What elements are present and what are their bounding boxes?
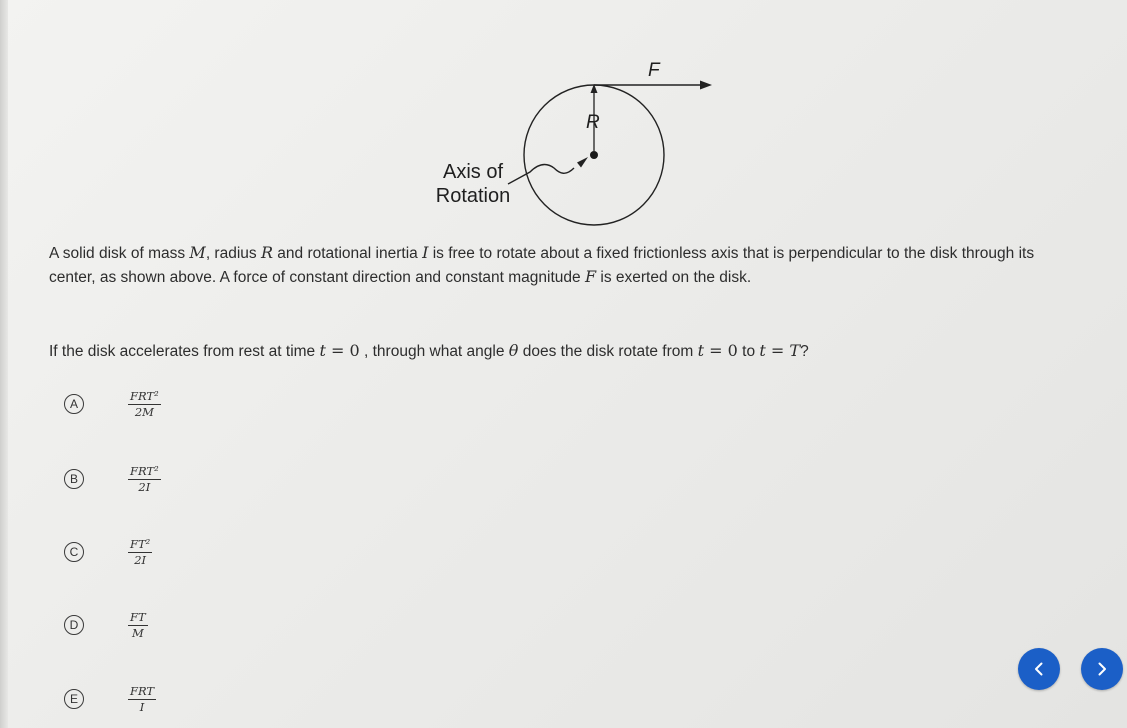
chevron-right-icon xyxy=(1094,661,1110,677)
answer-choice-b[interactable] xyxy=(64,459,284,499)
screen-bezel xyxy=(0,0,8,728)
choice-letter-bubble[interactable]: E xyxy=(64,689,84,709)
chevron-left-icon xyxy=(1031,661,1047,677)
formula-denominator: 2M xyxy=(134,404,154,419)
math-expression: = xyxy=(765,341,790,360)
choice-letter-bubble[interactable]: C xyxy=(64,542,84,562)
next-question-button[interactable] xyxy=(1081,648,1123,690)
axis-of-rotation-label xyxy=(430,160,516,208)
question-stem-setup xyxy=(49,241,1079,289)
stem-text: , through what angle xyxy=(359,343,509,360)
stem-text: and rotational inertia xyxy=(273,245,423,262)
formula-denominator: 2I xyxy=(138,479,151,494)
math-variable: t xyxy=(319,341,326,360)
radius-label: R xyxy=(586,112,600,133)
formula-numerator: FT xyxy=(130,609,146,624)
math-variable: I xyxy=(422,243,429,262)
stem-text: A solid disk of mass xyxy=(49,245,190,262)
disk-center-dot xyxy=(590,151,598,159)
answer-choice-a[interactable] xyxy=(64,384,284,424)
math-variable: t xyxy=(759,341,766,360)
math-variable: T xyxy=(789,341,801,360)
answer-choice-c[interactable] xyxy=(64,532,284,572)
answer-choice-d[interactable] xyxy=(64,605,284,645)
choice-letter-bubble[interactable]: D xyxy=(64,615,84,635)
answer-choice-e[interactable] xyxy=(64,679,284,719)
math-variable: θ xyxy=(508,341,519,360)
stem-text: If the disk accelerates from rest at time xyxy=(49,343,320,360)
choice-formula xyxy=(128,538,152,567)
axis-pointer-arrowhead xyxy=(577,157,588,168)
stem-text: , radius xyxy=(205,245,261,262)
math-expression: = 0 xyxy=(704,341,738,360)
choice-formula xyxy=(128,465,161,494)
axis-pointer-line xyxy=(508,165,574,184)
math-variable: F xyxy=(584,267,597,286)
choice-formula xyxy=(128,685,156,714)
formula-denominator: I xyxy=(139,699,145,714)
choice-letter-bubble[interactable]: A xyxy=(64,394,84,414)
force-arrowhead xyxy=(700,81,712,90)
formula-numerator: FT² xyxy=(130,536,151,551)
formula-denominator: 2I xyxy=(134,552,147,567)
formula-numerator: FRT xyxy=(130,683,155,698)
axis-label-line-2: Rotation xyxy=(435,185,511,207)
formula-denominator: M xyxy=(131,625,144,640)
axis-label-line-1: Axis of xyxy=(442,161,504,183)
question-stem-prompt xyxy=(49,339,949,363)
stem-text: does the disk rotate from xyxy=(518,343,698,360)
math-expression: = 0 xyxy=(325,341,360,360)
stem-text: is exerted on the disk. xyxy=(596,269,752,286)
previous-question-button[interactable] xyxy=(1018,648,1060,690)
stem-text: to xyxy=(737,343,760,360)
choice-formula xyxy=(128,611,148,640)
stem-text: ? xyxy=(800,343,809,360)
math-variable: t xyxy=(697,341,705,360)
formula-numerator: FRT² xyxy=(130,463,159,478)
choice-letter-bubble[interactable]: B xyxy=(64,469,84,489)
math-variable: M xyxy=(189,243,206,262)
force-label: F xyxy=(648,60,660,81)
formula-numerator: FRT² xyxy=(130,388,159,403)
stem-text: is free to rotate about a fixed frictionless axis that is perpendicular to the disk through its center, as shown above. A force of constant direction and constant magnitude xyxy=(49,245,1035,286)
math-variable: R xyxy=(260,243,273,262)
choice-formula xyxy=(128,390,161,419)
